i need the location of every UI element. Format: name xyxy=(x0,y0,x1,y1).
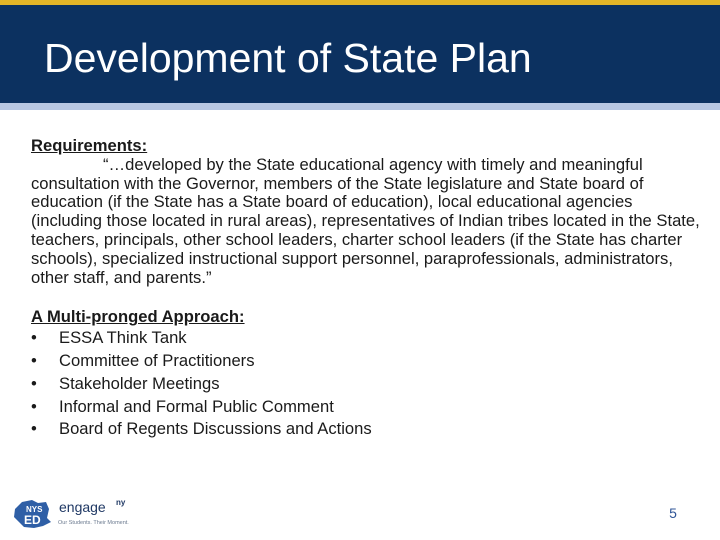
list-item xyxy=(31,396,706,419)
logo-brand-suffix: ny xyxy=(116,498,126,507)
logo-ed-text: ED xyxy=(24,513,41,527)
bullet: • xyxy=(31,419,37,439)
logo-nys-text: NYS xyxy=(26,505,43,514)
slide-body xyxy=(31,137,706,441)
header-light-stripe xyxy=(0,103,720,110)
header-gold-stripe xyxy=(0,0,720,5)
list-item-text: Stakeholder Meetings xyxy=(59,373,220,393)
logo-tagline: Our Students. Their Moment. xyxy=(58,520,129,526)
approach-list xyxy=(31,327,706,441)
engageny-logo xyxy=(12,497,142,531)
bullet: • xyxy=(31,328,37,348)
spacer xyxy=(31,287,706,308)
slide-header xyxy=(0,0,720,110)
requirements-quote: “…developed by the State educational agency with timely and meaningful consultation with the Governor, members of the State legislature and State board of education (if the State has a State board of education), local educational agencies (including those located in rural areas), representatives of Indian tribes located in the State, teachers, principals, other school leaders, charter school leaders (if the State has charter schools), specialized instructional support personnel, paraprofessionals, administrators, other staff, and parents.” xyxy=(31,154,700,287)
list-item xyxy=(31,350,706,373)
approach-heading: A Multi-pronged Approach: xyxy=(31,307,245,327)
slide-title: Development of State Plan xyxy=(44,35,532,81)
bullet: • xyxy=(31,373,37,393)
requirements-heading: Requirements: xyxy=(31,136,148,155)
logo-brand-text: engage xyxy=(59,499,106,515)
list-item xyxy=(31,327,706,350)
list-item-text: Committee of Practitioners xyxy=(59,350,255,370)
page-number: 5 xyxy=(669,505,677,521)
list-item xyxy=(31,418,706,441)
list-item-text: Board of Regents Discussions and Actions xyxy=(59,419,372,439)
bullet: • xyxy=(31,396,37,416)
list-item-text: ESSA Think Tank xyxy=(59,328,187,348)
list-item xyxy=(31,373,706,396)
bullet: • xyxy=(31,350,37,370)
list-item-text: Informal and Formal Public Comment xyxy=(59,396,334,416)
